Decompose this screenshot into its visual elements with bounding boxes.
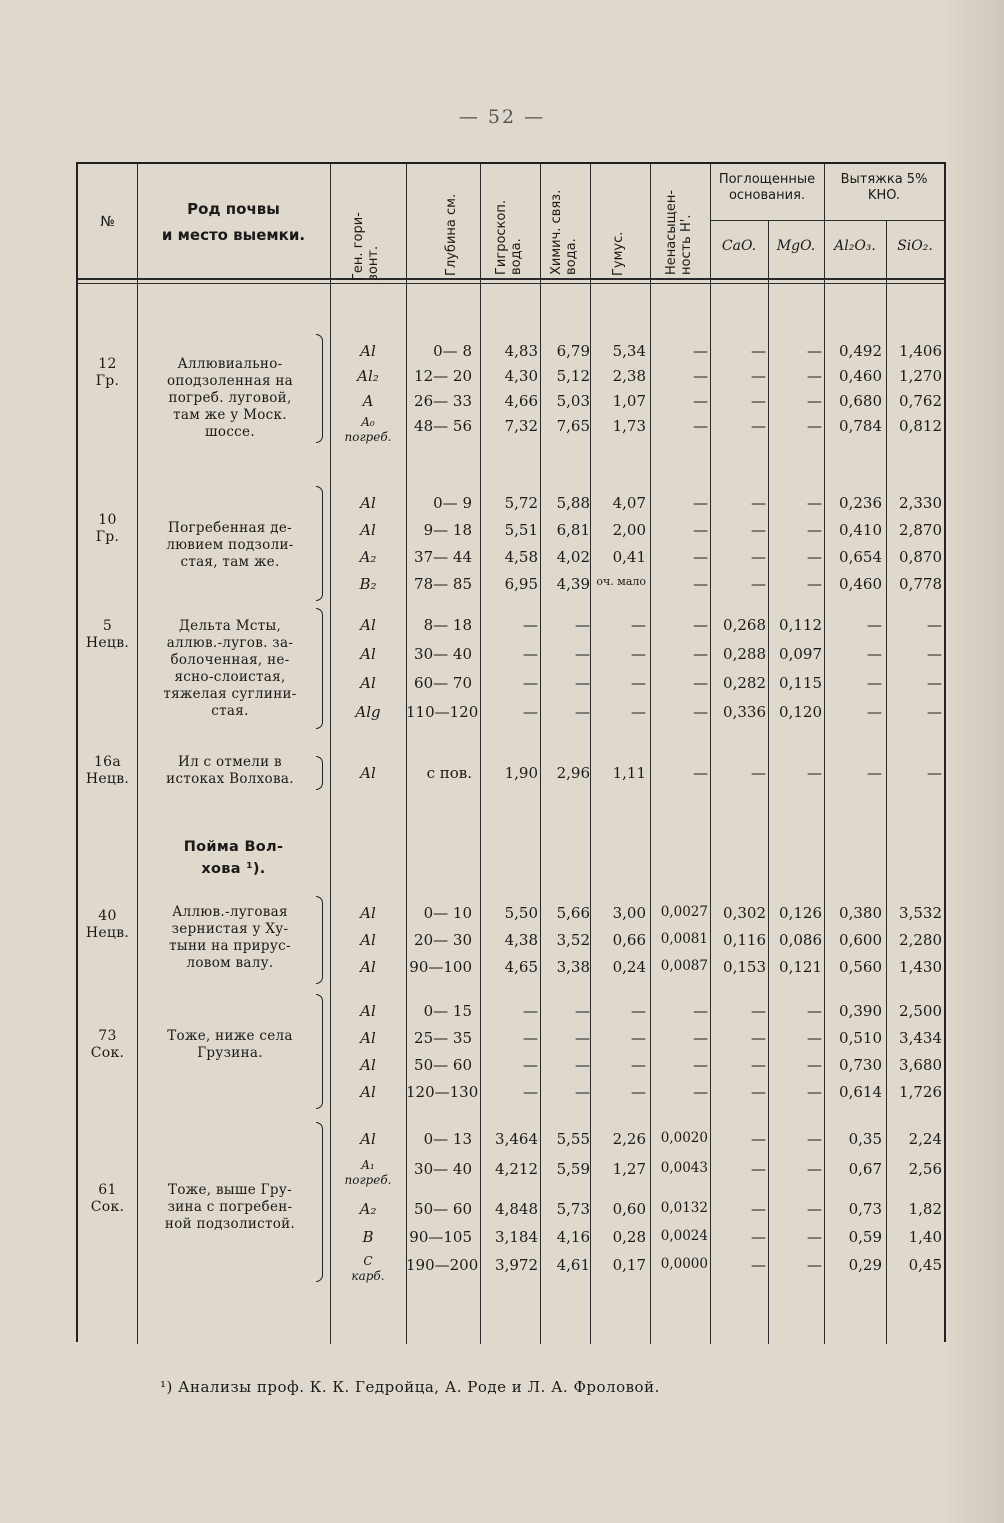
horizon-cell: Al	[360, 494, 376, 512]
value-cell: —	[807, 1160, 822, 1178]
value-cell: 2,280	[899, 931, 942, 949]
value-cell: 0,153	[723, 958, 766, 976]
value-cell: —	[575, 1083, 590, 1101]
value-cell: —	[575, 616, 590, 634]
value-cell: 5,72	[504, 494, 538, 512]
value-cell: —	[631, 1029, 646, 1047]
horizon-cell: Al	[360, 342, 376, 360]
value-cell: 0,268	[723, 616, 766, 634]
value-cell: —	[693, 521, 708, 539]
value-cell: 0,600	[839, 931, 882, 949]
value-cell: —	[693, 645, 708, 663]
value-cell: 1,430	[899, 958, 942, 976]
value-cell: 2,26	[612, 1130, 646, 1148]
depth-cell: 48— 56	[414, 417, 472, 435]
horizon-cell: Al	[360, 1002, 376, 1020]
value-cell: 5,03	[556, 392, 590, 410]
value-cell: 4,39	[556, 575, 590, 593]
value-cell: —	[751, 417, 766, 435]
value-cell: 0,730	[839, 1056, 882, 1074]
value-cell: 3,532	[899, 904, 942, 922]
horizon-cell: Al	[360, 645, 376, 663]
value-cell: 0,0020	[660, 1130, 708, 1146]
value-cell: оч. мало	[596, 575, 646, 588]
value-cell: 2,00	[612, 521, 646, 539]
value-cell: 0,120	[779, 703, 822, 721]
value-cell: —	[693, 616, 708, 634]
sample-number: 10 Гр.	[95, 512, 120, 545]
value-cell: 4,65	[504, 958, 538, 976]
group-brace	[316, 896, 323, 984]
group-brace	[316, 756, 323, 790]
value-cell: —	[523, 616, 538, 634]
value-cell: 4,83	[504, 342, 538, 360]
header-cao: CaO.	[721, 238, 757, 254]
value-cell: 5,55	[556, 1130, 590, 1148]
horizon-cell: A₁ погреб.	[344, 1158, 392, 1187]
soil-description: Погребенная де- лювием подзоли- стая, там же.	[166, 520, 294, 570]
value-cell: 3,00	[612, 904, 646, 922]
header-chem: Химич. связ. вода.	[549, 189, 579, 275]
value-cell: 2,96	[556, 764, 590, 782]
value-cell: —	[631, 703, 646, 721]
value-cell: 5,51	[504, 521, 538, 539]
depth-cell: 30— 40	[414, 1160, 472, 1178]
value-cell: —	[807, 548, 822, 566]
value-cell: 1,73	[612, 417, 646, 435]
value-cell: —	[751, 1256, 766, 1274]
value-cell: —	[575, 1002, 590, 1020]
value-cell: 0,41	[612, 548, 646, 566]
value-cell: —	[927, 674, 942, 692]
page-edge-shadow	[944, 0, 1004, 1523]
value-cell: —	[523, 1002, 538, 1020]
value-cell: —	[575, 703, 590, 721]
group-brace	[316, 1122, 323, 1282]
value-cell: 1,270	[899, 367, 942, 385]
header-num: №	[100, 214, 115, 230]
value-cell: 0,812	[899, 417, 942, 435]
value-cell: 0,762	[899, 392, 942, 410]
value-cell: 0,097	[779, 645, 822, 663]
group-brace	[316, 994, 323, 1109]
value-cell: —	[631, 645, 646, 663]
value-cell: —	[751, 494, 766, 512]
depth-cell: 0— 13	[423, 1130, 472, 1148]
value-cell: 1,11	[612, 764, 646, 782]
depth-cell: 12— 20	[414, 367, 472, 385]
value-cell: —	[693, 342, 708, 360]
value-cell: —	[693, 494, 708, 512]
value-cell: —	[751, 548, 766, 566]
value-cell: 5,50	[504, 904, 538, 922]
header-soil-line1: Род почвы	[187, 200, 280, 218]
section-title: Пойма Вол- хова ¹).	[183, 839, 284, 877]
horizon-cell: A₂	[359, 548, 377, 566]
value-cell: —	[807, 575, 822, 593]
value-cell: 0,460	[839, 575, 882, 593]
value-cell: 0,870	[899, 548, 942, 566]
value-cell: —	[927, 616, 942, 634]
value-cell: 0,390	[839, 1002, 882, 1020]
horizon-cell: Al	[360, 931, 376, 949]
value-cell: —	[693, 548, 708, 566]
value-cell: 2,24	[908, 1130, 942, 1148]
sample-number: 40 Нецв.	[85, 908, 130, 941]
value-cell: —	[867, 616, 882, 634]
horizon-cell: A₀ погреб.	[344, 415, 392, 444]
sample-number: 12 Гр.	[95, 356, 120, 389]
depth-cell: 0— 8	[433, 342, 472, 360]
value-cell: 0,380	[839, 904, 882, 922]
value-cell: —	[807, 1200, 822, 1218]
value-cell: —	[867, 764, 882, 782]
value-cell: 0,126	[779, 904, 822, 922]
value-cell: —	[693, 1083, 708, 1101]
value-cell: —	[751, 367, 766, 385]
value-cell: 4,16	[556, 1228, 590, 1246]
depth-cell: 26— 33	[414, 392, 472, 410]
value-cell: 0,288	[723, 645, 766, 663]
value-cell: 0,28	[612, 1228, 646, 1246]
depth-cell: 0— 9	[433, 494, 472, 512]
value-cell: —	[807, 342, 822, 360]
value-cell: 4,848	[495, 1200, 538, 1218]
value-cell: 0,0087	[660, 958, 708, 974]
value-cell: 7,65	[556, 417, 590, 435]
depth-cell: 0— 15	[423, 1002, 472, 1020]
header-horizon: Ген. гори- зонт.	[351, 212, 381, 281]
value-cell: —	[751, 342, 766, 360]
value-cell: 3,972	[495, 1256, 538, 1274]
depth-cell: с пов.	[426, 764, 472, 782]
value-cell: —	[693, 417, 708, 435]
value-cell: 0,115	[779, 674, 822, 692]
value-cell: 0,0043	[660, 1160, 708, 1176]
value-cell: 2,500	[899, 1002, 942, 1020]
soil-description: Ил с отмели в истоках Волхова.	[166, 754, 294, 787]
horizon-cell: Alg	[355, 703, 381, 721]
sample-number: 61 Сок.	[90, 1182, 125, 1215]
header-unsat: Ненасыщен- ность H'.	[664, 189, 694, 275]
value-cell: 0,336	[723, 703, 766, 721]
value-cell: —	[631, 1056, 646, 1074]
value-cell: —	[807, 521, 822, 539]
horizon-cell: B	[362, 1228, 374, 1246]
value-cell: 2,56	[908, 1160, 942, 1178]
value-cell: —	[807, 1002, 822, 1020]
depth-cell: 60— 70	[414, 674, 472, 692]
value-cell: —	[807, 1130, 822, 1148]
value-cell: 1,07	[612, 392, 646, 410]
value-cell: —	[751, 1002, 766, 1020]
horizon-cell: Al	[360, 1083, 376, 1101]
value-cell: 5,59	[556, 1160, 590, 1178]
value-cell: —	[751, 575, 766, 593]
value-cell: 0,112	[779, 616, 822, 634]
value-cell: —	[751, 1160, 766, 1178]
horizon-cell: Al	[360, 1056, 376, 1074]
header-mgo: MgO.	[776, 238, 816, 254]
value-cell: 5,73	[556, 1200, 590, 1218]
sample-number: 5 Нецв.	[85, 618, 130, 651]
value-cell: 6,81	[556, 521, 590, 539]
value-cell: 6,95	[504, 575, 538, 593]
footnote: ¹) Анализы проф. К. К. Гедройца, А. Роде и Л. А. Фроловой.	[160, 1378, 660, 1396]
value-cell: 0,778	[899, 575, 942, 593]
depth-cell: 190—200	[406, 1256, 479, 1274]
value-cell: 0,0000	[660, 1256, 708, 1272]
value-cell: 1,90	[504, 764, 538, 782]
value-cell: —	[807, 1256, 822, 1274]
value-cell: 4,58	[504, 548, 538, 566]
header-humus: Гумус.	[611, 231, 626, 276]
value-cell: —	[807, 1056, 822, 1074]
value-cell: —	[807, 392, 822, 410]
value-cell: —	[751, 1083, 766, 1101]
value-cell: 6,79	[556, 342, 590, 360]
value-cell: 0,614	[839, 1083, 882, 1101]
value-cell: 0,59	[848, 1228, 882, 1246]
value-cell: —	[927, 764, 942, 782]
value-cell: —	[867, 703, 882, 721]
value-cell: 3,52	[556, 931, 590, 949]
value-cell: —	[693, 1002, 708, 1020]
value-cell: 1,40	[908, 1228, 942, 1246]
value-cell: —	[575, 1056, 590, 1074]
value-cell: 3,680	[899, 1056, 942, 1074]
value-cell: 4,02	[556, 548, 590, 566]
soil-description: Тоже, выше Гру- зина с погребен- ной подзолистой.	[164, 1182, 296, 1232]
value-cell: 2,330	[899, 494, 942, 512]
soil-description: Дельта Мсты, аллюв.-лугов. за- болоченная, не- ясно-слоистая, тяжелая суглини- стая.	[163, 618, 297, 719]
value-cell: —	[751, 392, 766, 410]
value-cell: —	[751, 1056, 766, 1074]
value-cell: 5,12	[556, 367, 590, 385]
depth-cell: 9— 18	[423, 521, 472, 539]
value-cell: 3,38	[556, 958, 590, 976]
value-cell: —	[523, 1056, 538, 1074]
value-cell: —	[807, 494, 822, 512]
value-cell: 0,67	[848, 1160, 882, 1178]
value-cell: 5,66	[556, 904, 590, 922]
depth-cell: 50— 60	[414, 1056, 472, 1074]
value-cell: —	[693, 703, 708, 721]
value-cell: 3,184	[495, 1228, 538, 1246]
value-cell: 0,0027	[660, 904, 708, 920]
value-cell: 0,492	[839, 342, 882, 360]
value-cell: 0,680	[839, 392, 882, 410]
value-cell: —	[523, 1083, 538, 1101]
value-cell: 7,32	[504, 417, 538, 435]
value-cell: 0,510	[839, 1029, 882, 1047]
value-cell: 0,282	[723, 674, 766, 692]
horizon-cell: C карб.	[351, 1254, 385, 1283]
horizon-cell: Al	[360, 1029, 376, 1047]
value-cell: 0,116	[723, 931, 766, 949]
header-al2o3: Al₂O₃.	[834, 238, 876, 254]
value-cell: 0,236	[839, 494, 882, 512]
value-cell: 4,212	[495, 1160, 538, 1178]
depth-cell: 8— 18	[423, 616, 472, 634]
value-cell: —	[927, 703, 942, 721]
value-cell: 5,34	[612, 342, 646, 360]
value-cell: 0,24	[612, 958, 646, 976]
value-cell: —	[631, 1083, 646, 1101]
col-line	[137, 164, 138, 1344]
horizon-cell: Al	[360, 674, 376, 692]
value-cell: —	[523, 645, 538, 663]
sample-number: 73 Сок.	[90, 1028, 125, 1061]
depth-cell: 90—105	[409, 1228, 472, 1246]
value-cell: 0,0081	[660, 931, 708, 947]
value-cell: 1,726	[899, 1083, 942, 1101]
value-cell: 0,654	[839, 548, 882, 566]
depth-cell: 30— 40	[414, 645, 472, 663]
header-depth: Глубина см.	[444, 193, 459, 276]
value-cell: —	[631, 616, 646, 634]
value-cell: —	[751, 1130, 766, 1148]
horizon-cell: A	[362, 392, 374, 410]
value-cell: 0,410	[839, 521, 882, 539]
depth-cell: 50— 60	[414, 1200, 472, 1218]
horizon-cell: Al	[360, 1130, 376, 1148]
group-brace	[316, 608, 323, 729]
horizon-cell: Al	[360, 616, 376, 634]
value-cell: —	[631, 674, 646, 692]
depth-cell: 37— 44	[414, 548, 472, 566]
value-cell: 0,35	[848, 1130, 882, 1148]
value-cell: 4,61	[556, 1256, 590, 1274]
soil-analysis-table	[76, 162, 946, 1342]
value-cell: 0,60	[612, 1200, 646, 1218]
depth-cell: 20— 30	[414, 931, 472, 949]
group-brace	[316, 486, 323, 601]
sample-number: 16a Нецв.	[85, 754, 130, 787]
value-cell: —	[575, 645, 590, 663]
value-cell: —	[575, 1029, 590, 1047]
value-cell: —	[751, 521, 766, 539]
depth-cell: 120—130	[406, 1083, 479, 1101]
depth-cell: 110—120	[406, 703, 479, 721]
value-cell: —	[693, 367, 708, 385]
header-absorbed: Поглощенные основания.	[718, 172, 816, 203]
value-cell: 0,0024	[660, 1228, 708, 1244]
horizon-cell: A₂	[359, 1200, 377, 1218]
value-cell: 2,870	[899, 521, 942, 539]
value-cell: —	[867, 645, 882, 663]
depth-cell: 90—100	[409, 958, 472, 976]
value-cell: —	[807, 764, 822, 782]
value-cell: 3,434	[899, 1029, 942, 1047]
value-cell: —	[693, 674, 708, 692]
value-cell: 0,29	[848, 1256, 882, 1274]
value-cell: 0,0132	[660, 1200, 708, 1216]
value-cell: 2,38	[612, 367, 646, 385]
header-sio2: SiO₂.	[897, 238, 933, 254]
value-cell: —	[693, 1029, 708, 1047]
depth-cell: 0— 10	[423, 904, 472, 922]
value-cell: —	[807, 1083, 822, 1101]
value-cell: 4,66	[504, 392, 538, 410]
header-double-line	[78, 283, 944, 284]
value-cell: —	[807, 417, 822, 435]
value-cell: —	[693, 1056, 708, 1074]
value-cell: 0,784	[839, 417, 882, 435]
horizon-cell: Al	[360, 904, 376, 922]
value-cell: —	[693, 575, 708, 593]
value-cell: —	[575, 674, 590, 692]
page-number: — 52 —	[458, 106, 546, 128]
depth-cell: 78— 85	[414, 575, 472, 593]
value-cell: —	[523, 674, 538, 692]
value-cell: —	[751, 1029, 766, 1047]
horizon-cell: Al	[360, 764, 376, 782]
value-cell: 0,17	[612, 1256, 646, 1274]
value-cell: 1,82	[908, 1200, 942, 1218]
value-cell: 4,30	[504, 367, 538, 385]
value-cell: —	[807, 1029, 822, 1047]
value-cell: 5,88	[556, 494, 590, 512]
value-cell: 0,560	[839, 958, 882, 976]
header-soil-line2: и место выемки.	[161, 226, 306, 244]
value-cell: —	[523, 703, 538, 721]
subheader-line	[710, 220, 944, 221]
horizon-cell: Al₂	[357, 367, 379, 385]
value-cell: 1,406	[899, 342, 942, 360]
value-cell: —	[523, 1029, 538, 1047]
value-cell: —	[751, 1228, 766, 1246]
value-cell: —	[751, 764, 766, 782]
soil-description: Аллюв.-луговая зернистая у Ху- тыни на прирус- ловом валу.	[169, 904, 291, 971]
soil-description: Тоже, ниже села Грузина.	[167, 1028, 293, 1061]
value-cell: —	[867, 674, 882, 692]
value-cell: 4,38	[504, 931, 538, 949]
header-hygro: Гигроскоп. вода.	[494, 200, 524, 275]
value-cell: —	[631, 1002, 646, 1020]
depth-cell: 25— 35	[414, 1029, 472, 1047]
value-cell: —	[693, 392, 708, 410]
value-cell: 0,66	[612, 931, 646, 949]
value-cell: 0,73	[848, 1200, 882, 1218]
value-cell: —	[807, 367, 822, 385]
value-cell: —	[693, 764, 708, 782]
value-cell: 4,07	[612, 494, 646, 512]
soil-description: Аллювиально- оподзоленная на погреб. луговой, там же у Моск. шоссе.	[166, 356, 294, 440]
group-brace	[316, 334, 323, 443]
value-cell: 0,460	[839, 367, 882, 385]
value-cell: 0,302	[723, 904, 766, 922]
header-extract: Вытяжка 5% KHO.	[840, 172, 928, 203]
horizon-cell: Al	[360, 958, 376, 976]
horizon-cell: Al	[360, 521, 376, 539]
value-cell: 3,464	[495, 1130, 538, 1148]
value-cell: —	[751, 1200, 766, 1218]
value-cell: 0,086	[779, 931, 822, 949]
value-cell: —	[927, 645, 942, 663]
horizon-cell: B₂	[359, 575, 377, 593]
value-cell: 0,121	[779, 958, 822, 976]
value-cell: 0,45	[908, 1256, 942, 1274]
header-bottom-line	[78, 278, 944, 280]
value-cell: —	[807, 1228, 822, 1246]
value-cell: 1,27	[612, 1160, 646, 1178]
